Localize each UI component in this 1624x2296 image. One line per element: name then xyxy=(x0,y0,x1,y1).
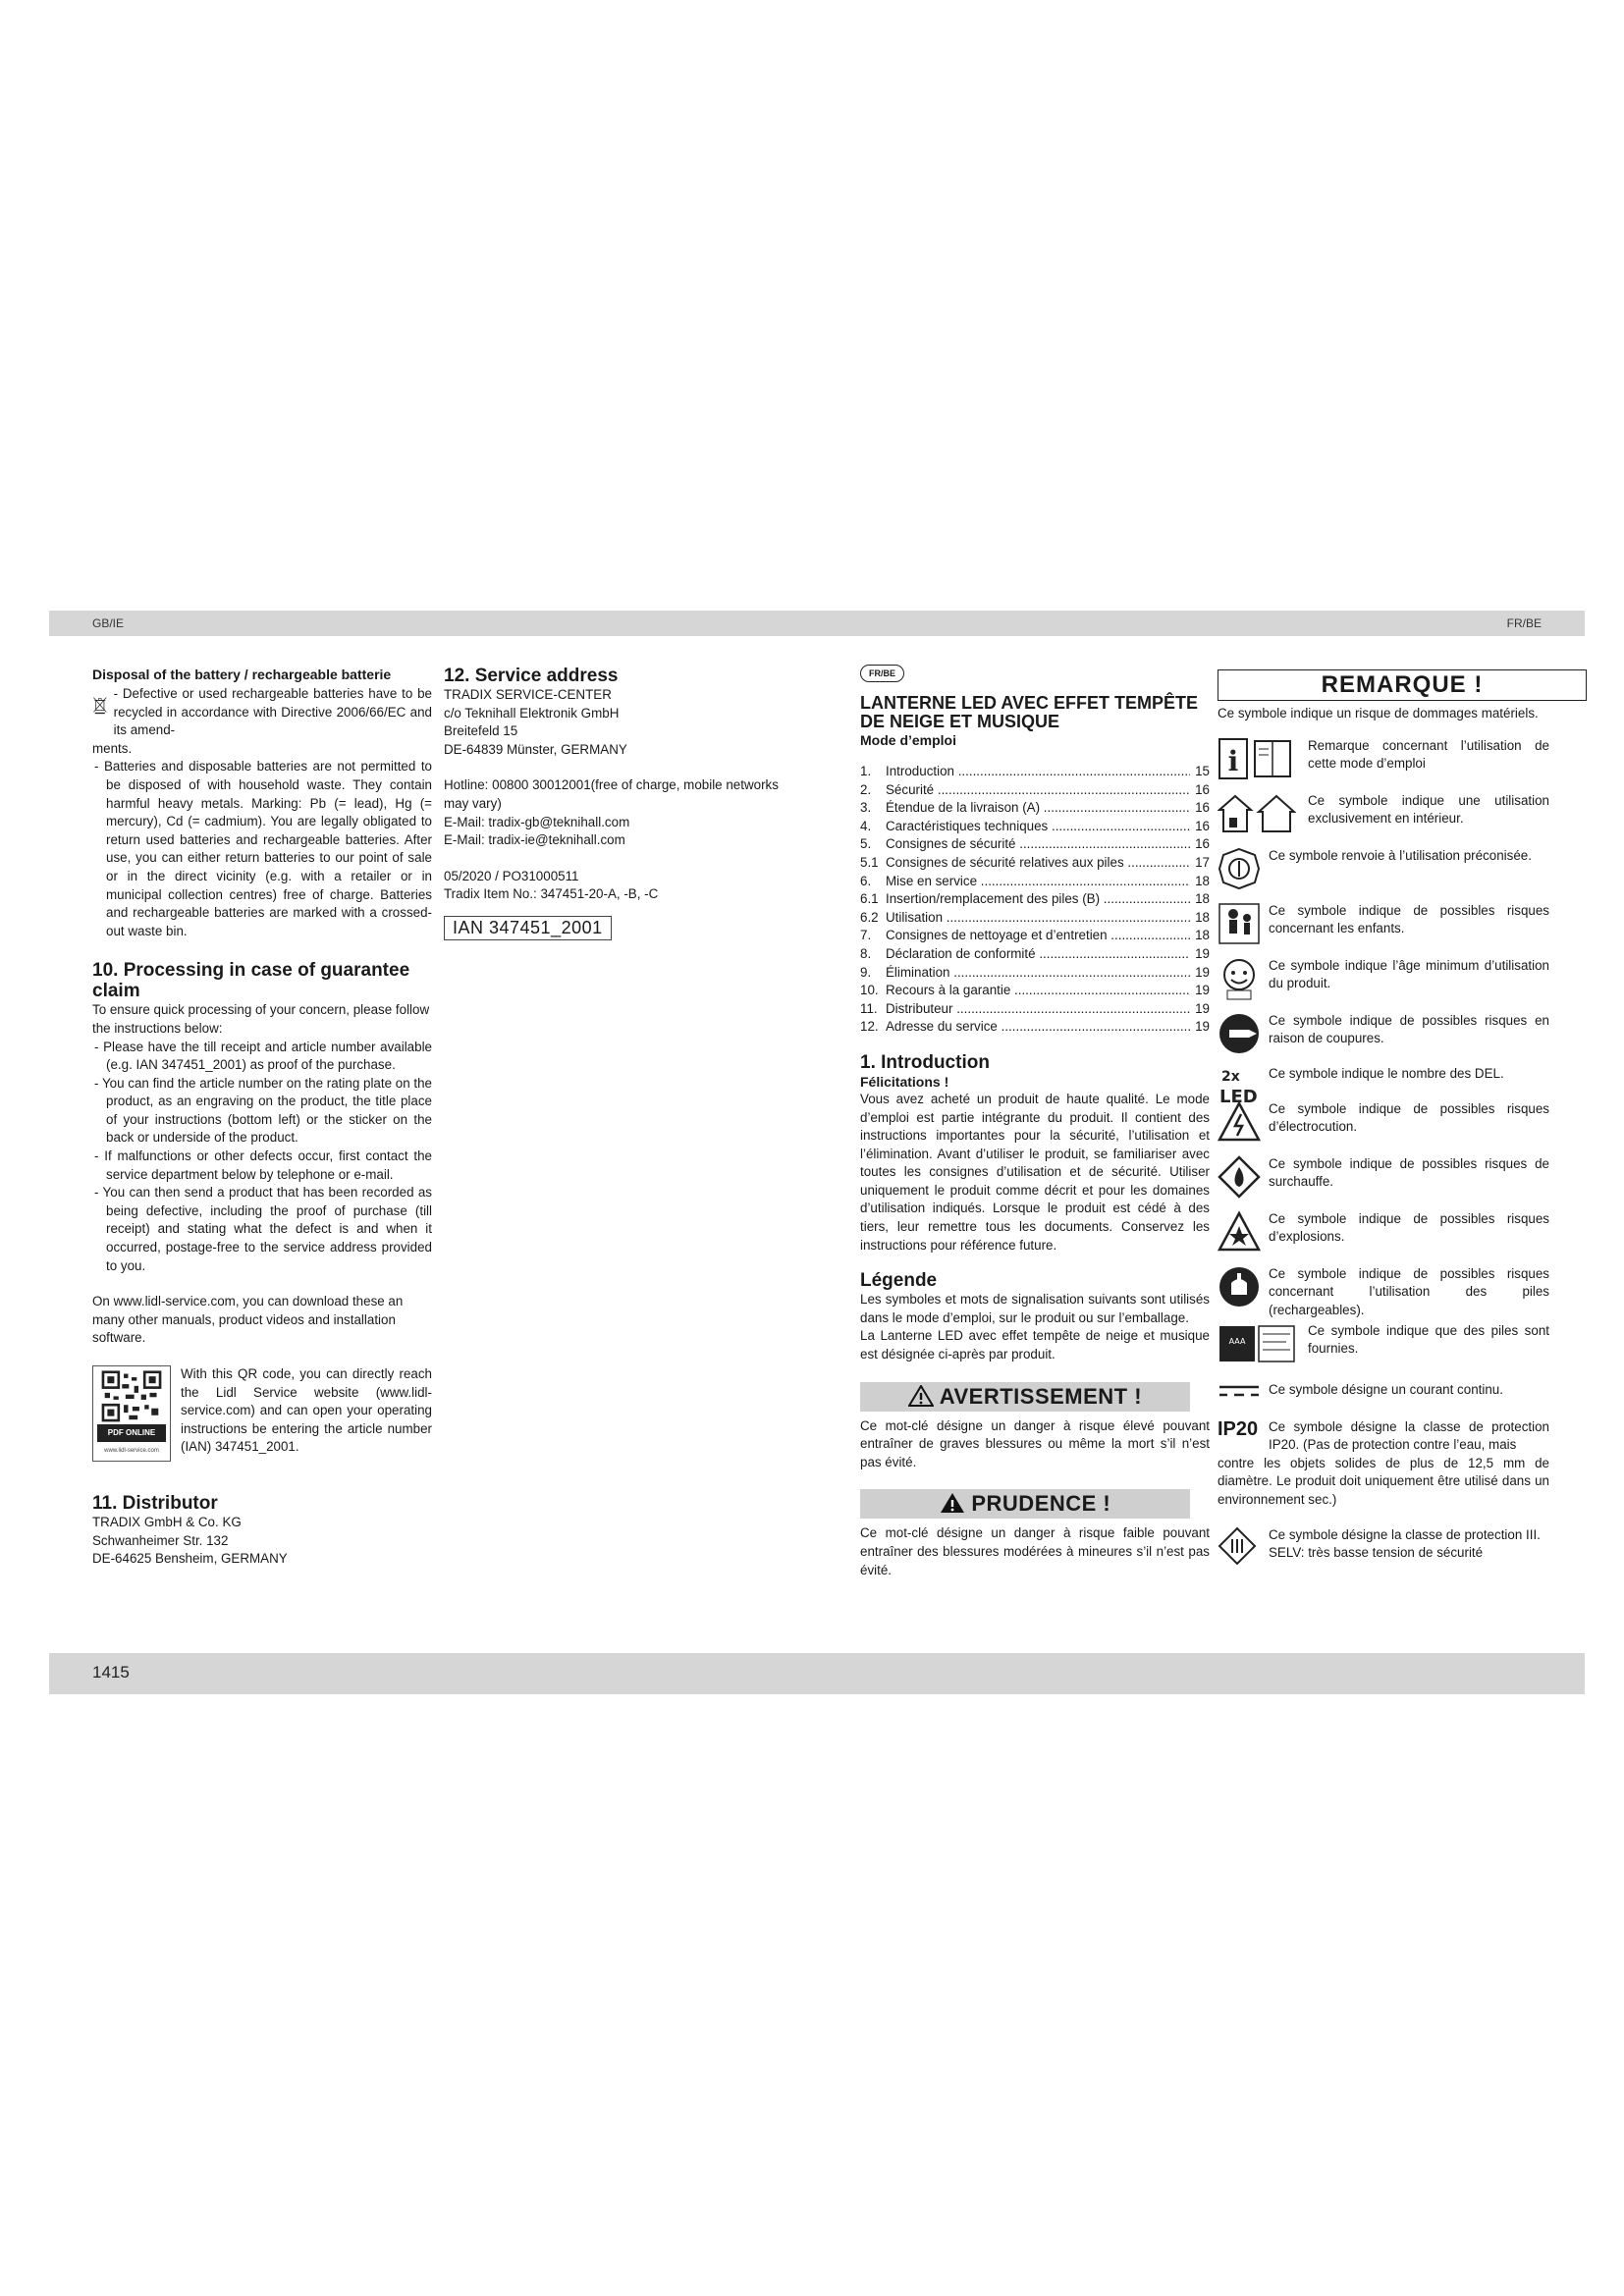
header-bar xyxy=(49,611,1585,636)
symbol-row xyxy=(1218,902,1549,945)
cut-risk-icon xyxy=(1218,1012,1261,1055)
header-lang-left: GB/IE xyxy=(92,616,125,630)
service-addr-line-3: Breitefeld 15 xyxy=(444,723,518,739)
warning-triangle-icon xyxy=(908,1385,934,1407)
column-3 xyxy=(860,664,1210,1579)
toc-page: 19 xyxy=(1195,964,1210,980)
symbol-icon-box xyxy=(1218,847,1269,890)
service-addr-line-1: TRADIX SERVICE-CENTER xyxy=(444,687,612,702)
legende-paragraph-1: Les symboles et mots de signalisation suivants sont utilisés dans le mode d’emploi, sur le produit ou sur l’emballage. xyxy=(860,1292,1210,1325)
toc-page: 16 xyxy=(1195,781,1210,797)
toc-entry: Élimination ..... xyxy=(886,964,1190,983)
warning-label: AVERTISSEMENT ! xyxy=(939,1383,1143,1409)
toc-row[interactable] xyxy=(860,763,1210,781)
symbol-description: Ce symbole indique de possibles risques d’explosions. xyxy=(1269,1210,1549,1245)
caution-banner xyxy=(860,1489,1190,1519)
distributor-line-3: DE-64625 Bensheim, GERMANY xyxy=(92,1551,288,1567)
footer-bar xyxy=(49,1653,1585,1694)
toc-page: 18 xyxy=(1195,873,1210,888)
crossed-bin-icon xyxy=(92,685,108,724)
toc-page: 19 xyxy=(1195,1000,1210,1016)
qr-label: PDF ONLINE xyxy=(97,1424,166,1443)
toc-entry: Utilisation ..... xyxy=(886,909,1190,928)
service-addr-line-2: c/o Teknihall Elektronik GmbH xyxy=(444,705,620,721)
toc-entry: Consignes de sécurité ..... xyxy=(886,835,1190,854)
symbol-description: Ce symbole désigne un courant continu. xyxy=(1269,1381,1503,1397)
symbol-row xyxy=(1218,737,1549,780)
symbol-description: Ce symbole indique de possibles risques concernant l’utilisation des piles (rechargeables). xyxy=(1269,1265,1549,1317)
symbol-icon-box xyxy=(1218,1155,1269,1199)
toc-page: 16 xyxy=(1195,836,1210,852)
toc-row[interactable] xyxy=(860,927,1210,945)
selv-text: SELV: très basse tension de sécurité xyxy=(1269,1545,1484,1561)
warning-banner xyxy=(860,1382,1190,1412)
toc-entry: Déclaration de conformité ..... xyxy=(886,945,1190,964)
symbol-icon-box xyxy=(1218,1210,1269,1254)
intro-title: 1. Introduction xyxy=(860,1051,990,1073)
header-lang-right: FR/BE xyxy=(1506,616,1542,630)
toc-entry: Caractéristiques techniques ..... xyxy=(886,818,1190,836)
toc-page: 18 xyxy=(1195,891,1210,907)
page-number: 1415 xyxy=(92,1663,130,1682)
class3-text: Ce symbole désigne la classe de protection III. xyxy=(1269,1526,1541,1542)
toc-page: 16 xyxy=(1195,800,1210,816)
info-manual-icon xyxy=(1218,737,1296,780)
toc-number: 5.1 xyxy=(860,854,879,870)
toc-row[interactable] xyxy=(860,1018,1210,1037)
symbol-icon-box xyxy=(1218,792,1308,835)
symbol-row xyxy=(1218,1381,1549,1401)
section-11-title: 11. Distributor xyxy=(92,1493,218,1514)
symbol-description: Ce symbole indique le nombre des DEL. xyxy=(1269,1065,1504,1081)
disposal-paragraph-1-end: ments. xyxy=(92,740,133,756)
hotline: Hotline: 00800 30012001(free of charge, mobile networks may vary) xyxy=(444,777,779,811)
toc-row[interactable] xyxy=(860,854,1210,873)
table-of-contents xyxy=(860,763,1210,1037)
toc-number: 6.1 xyxy=(860,891,879,907)
date-po: 05/2020 / PO31000511 xyxy=(444,868,579,883)
warning-text: Ce mot-clé désigne un danger à risque élevé pouvant entraîner de graves blessures ou même la mort s’il n’est pas évité. xyxy=(860,1417,1210,1469)
toc-number: 6.2 xyxy=(860,909,879,925)
toc-page: 19 xyxy=(1195,945,1210,961)
section-10-bullet-1: - Please have the till receipt and article number available (e.g. IAN 347451_2001) as proof of the purchase. xyxy=(94,1039,432,1073)
batteries-included-icon xyxy=(1218,1322,1296,1365)
toc-entry: Étendue de la livraison (A) ..... xyxy=(886,799,1190,818)
toc-row[interactable] xyxy=(860,964,1210,983)
toc-row[interactable] xyxy=(860,818,1210,836)
toc-number: 9. xyxy=(860,964,872,980)
overheating-icon xyxy=(1218,1155,1261,1199)
item-number: Tradix Item No.: 347451-20-A, -B, -C xyxy=(444,886,659,902)
product-subtitle: Mode d’emploi xyxy=(860,732,956,748)
toc-page: 19 xyxy=(1195,983,1210,998)
symbol-row xyxy=(1218,1155,1549,1199)
battery-risk-icon xyxy=(1218,1265,1261,1308)
symbol-icon-box xyxy=(1218,1381,1269,1401)
symbol-row xyxy=(1218,1012,1549,1055)
toc-page: 18 xyxy=(1195,909,1210,925)
distributor-line-1: TRADIX GmbH & Co. KG xyxy=(92,1515,242,1529)
electrocution-icon xyxy=(1218,1100,1261,1144)
toc-row[interactable] xyxy=(860,873,1210,891)
toc-number: 5. xyxy=(860,836,872,852)
toc-entry: Consignes de sécurité relatives aux piles ..... xyxy=(886,854,1190,873)
toc-entry: Consignes de nettoyage et d’entretien ..... xyxy=(886,927,1190,945)
disposal-title: Disposal of the battery / rechargeable batterie xyxy=(92,667,392,682)
legende-title: Légende xyxy=(860,1270,938,1292)
toc-entry: Adresse du service ..... xyxy=(886,1018,1190,1037)
toc-number: 6. xyxy=(860,873,872,888)
toc-number: 11. xyxy=(860,1000,878,1016)
toc-row[interactable] xyxy=(860,945,1210,964)
service-addr-line-4: DE-64839 Münster, GERMANY xyxy=(444,741,627,757)
intro-text: Vous avez acheté un produit de haute qualité. Le mode d’emploi est partie intégrante du produit. Il contient des instructions importantes pour la sécurité, l’utilisation et l’élimination. Avant d’utiliser le produit, se familiariser avec toutes les consignes d’utilisation et de sécurité. Utiliser uniquement le produit comme décrit et pour les domaines d’utilisation indiqués. Lorsque le produit est cédé à des tiers, leur remettre tous les documents. Conservez les instructions pour référence future. xyxy=(860,1091,1210,1253)
symbol-row xyxy=(1218,1265,1549,1320)
section-10-intro: To ensure quick processing of your concern, please follow the instructions below: xyxy=(92,1002,430,1036)
ip20-icon: IP20 xyxy=(1218,1417,1259,1440)
svg-text:2x: 2x xyxy=(1221,1068,1240,1085)
section-10-bullet-2: - You can find the article number on the rating plate on the product, as an engraving on the product, the title place of your instructions (bottom left) or the sticker on the back or underside of the product. xyxy=(94,1075,432,1146)
toc-number: 12. xyxy=(860,1019,879,1035)
legende-paragraph-2: La Lanterne LED avec effet tempête de neige et musique est désignée ci-après par produit. xyxy=(860,1328,1210,1362)
product-title: LANTERNE LED AVEC EFFET TEMPÊTE DE NEIGE ET MUSIQUE xyxy=(860,693,1199,731)
note-text: Ce symbole indique un risque de dommages matériels. xyxy=(1218,706,1539,721)
qr-description: With this QR code, you can directly reach the Lidl Service website (www.lidl-service.com) and can open your operating instructions be entering the article number (IAN) 347451_2001. xyxy=(181,1366,432,1455)
symbol-description: Ce symbole indique de possibles risques concernant les enfants. xyxy=(1269,902,1549,936)
svg-text:AAA: AAA xyxy=(1228,1336,1246,1346)
symbol-icon-box xyxy=(1218,737,1308,780)
symbol-row xyxy=(1218,1100,1549,1144)
svg-text:i: i xyxy=(1227,744,1239,777)
intro-subtitle: Félicitations ! xyxy=(860,1073,949,1090)
ip20-block xyxy=(1218,1418,1549,1510)
recommended-use-icon xyxy=(1218,847,1261,890)
caution-triangle-icon xyxy=(940,1492,965,1514)
toc-row[interactable] xyxy=(860,799,1210,818)
toc-number: 10. xyxy=(860,983,879,998)
toc-entry: Distributeur ..... xyxy=(886,1000,1190,1019)
ip20-text-b: contre les objets solides de plus de 12,5 mm de diamètre. Le produit doit uniquement être utilisé dans un environnement sec.) xyxy=(1218,1455,1549,1507)
symbol-icon-box xyxy=(1218,1012,1269,1055)
toc-page: 17 xyxy=(1195,854,1210,870)
column-4 xyxy=(1218,669,1549,1591)
column-1 xyxy=(92,666,432,1569)
section-10-title: 10. Processing in case of guarantee claim xyxy=(92,960,410,1002)
country-badge: FR/BE xyxy=(860,665,904,682)
symbol-row xyxy=(1218,792,1549,835)
min-age-icon xyxy=(1218,957,1261,1000)
toc-page: 19 xyxy=(1195,1019,1210,1035)
indoor-house-icon xyxy=(1218,792,1296,835)
lidl-service-text: On www.lidl-service.com, you can download these an many other manuals, product videos and installation software. xyxy=(92,1294,404,1346)
class3-block xyxy=(1218,1526,1549,1572)
ian-box: IAN 347451_2001 xyxy=(444,916,612,940)
toc-row[interactable] xyxy=(860,982,1210,1000)
note-banner: REMARQUE ! xyxy=(1218,669,1587,701)
symbols-list xyxy=(1218,737,1549,1591)
toc-number: 3. xyxy=(860,800,872,816)
disposal-paragraph-2: - Batteries and disposable batteries are not permitted to be disposed of with household waste. They contain harmful heavy metals. Marking: Pb (= lead), Hg (= mercury), Cd (= cadmium). You are legally obligated to return used batteries and rechargeable batteries. After use, you can either return batteries to our point of sale or in the direct vicinity (e.g. with a retailer or in municipal collection centres) free of charge. Batteries and rechargeable batteries are marked with a crossed-out waste bin. xyxy=(94,759,432,938)
symbol-icon-box xyxy=(1218,1322,1308,1365)
section-10-bullet-3: - If malfunctions or other defects occur, first contact the service department below by telephone or e-mail. xyxy=(94,1148,432,1182)
children-risk-icon xyxy=(1218,902,1261,945)
symbol-row xyxy=(1218,847,1549,890)
ip20-text-a: Ce symbole désigne la classe de protection IP20. (Pas de protection contre l’eau, mais xyxy=(1269,1418,1549,1453)
toc-page: 16 xyxy=(1195,818,1210,833)
toc-number: 7. xyxy=(860,928,872,943)
symbol-description: Ce symbole indique de possibles risques de surchauffe. xyxy=(1269,1155,1549,1190)
direct-current-icon xyxy=(1218,1381,1261,1401)
column-2 xyxy=(444,666,784,940)
toc-number: 8. xyxy=(860,945,872,961)
toc-row[interactable] xyxy=(860,781,1210,800)
symbol-description: Remarque concernant l’utilisation de cette mode d’emploi xyxy=(1308,737,1549,772)
toc-row[interactable] xyxy=(860,890,1210,909)
toc-row[interactable] xyxy=(860,1000,1210,1019)
symbol-icon-box xyxy=(1218,957,1269,1000)
caution-label: PRUDENCE ! xyxy=(971,1491,1111,1517)
protection-class-3-icon xyxy=(1218,1526,1257,1566)
symbol-icon-box xyxy=(1218,1100,1269,1144)
toc-row[interactable] xyxy=(860,835,1210,854)
symbol-icon-box xyxy=(1218,902,1269,945)
toc-entry: Sécurité ..... xyxy=(886,781,1190,800)
qr-pattern-icon xyxy=(97,1370,166,1422)
explosion-icon xyxy=(1218,1210,1261,1254)
symbol-icon-box xyxy=(1218,1265,1269,1308)
symbol-description: Ce symbole indique de possibles risques en raison de coupures. xyxy=(1269,1012,1549,1046)
toc-page: 18 xyxy=(1195,928,1210,943)
caution-text: Ce mot-clé désigne un danger à risque faible pouvant entraîner des blessures modérées à mineures s’il n’est pas évité. xyxy=(860,1525,1210,1577)
distributor-line-2: Schwanheimer Str. 132 xyxy=(92,1532,229,1548)
symbol-description: Ce symbole indique de possibles risques d’électrocution. xyxy=(1269,1100,1549,1135)
toc-page: 15 xyxy=(1195,764,1210,778)
toc-number: 4. xyxy=(860,818,872,833)
symbol-description: Ce symbole indique l’âge minimum d’utilisation du produit. xyxy=(1269,957,1549,991)
symbol-row xyxy=(1218,957,1549,1000)
section-10-bullet-4: - You can then send a product that has been recorded as being defective, including the proof of purchase (till receipt) and stating what the defect is and when it occurred, postage-free to the service address provided to you. xyxy=(94,1185,432,1273)
section-12-title: 12. Service address xyxy=(444,666,619,686)
toc-number: 2. xyxy=(860,781,872,797)
symbol-row xyxy=(1218,1210,1549,1254)
qr-code[interactable] xyxy=(92,1365,171,1462)
toc-entry: Introduction ..... xyxy=(886,763,1190,781)
toc-number: 1. xyxy=(860,764,872,778)
symbol-row xyxy=(1218,1322,1549,1365)
toc-entry: Mise en service ..... xyxy=(886,873,1190,891)
toc-entry: Insertion/remplacement des piles (B) ..... xyxy=(886,890,1190,909)
symbol-description: Ce symbole indique que des piles sont fournies. xyxy=(1308,1322,1549,1357)
email-ie[interactable]: E-Mail: tradix-ie@teknihall.com xyxy=(444,832,625,848)
symbol-description: Ce symbole indique une utilisation exclusivement en intérieur. xyxy=(1308,792,1549,827)
svg-text:LED: LED xyxy=(1219,1086,1258,1107)
qr-sub-label: www.lidl-service.com xyxy=(104,1448,159,1455)
disposal-paragraph-1: - Defective or used rechargeable batteries have to be recycled in accordance with Directive 2006/66/EC and its amend- xyxy=(113,686,432,738)
toc-row[interactable] xyxy=(860,909,1210,928)
symbol-description: Ce symbole renvoie à l’utilisation préconisée. xyxy=(1269,847,1532,863)
toc-entry: Recours à la garantie ..... xyxy=(886,982,1190,1000)
email-gb[interactable]: E-Mail: tradix-gb@teknihall.com xyxy=(444,814,630,829)
